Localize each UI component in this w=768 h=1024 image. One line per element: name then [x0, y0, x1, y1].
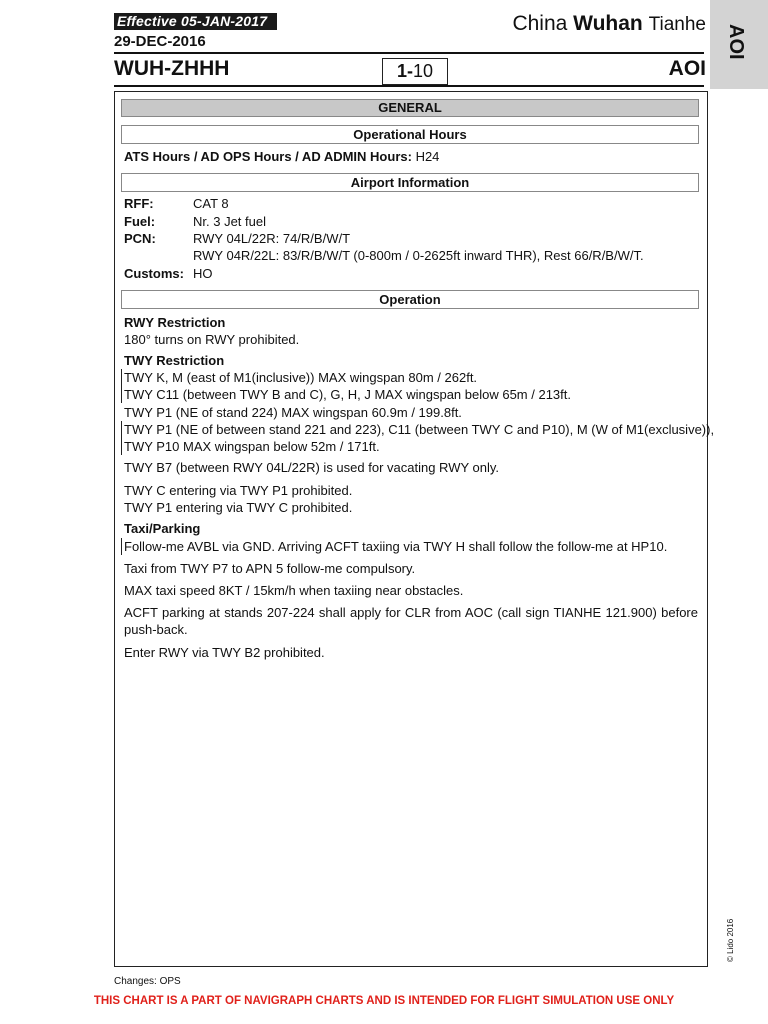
effective-date-badge: Effective 05-JAN-2017 — [114, 13, 277, 30]
twy-restriction-title: TWY Restriction — [124, 353, 225, 368]
header-rule-top — [114, 52, 704, 54]
section-code: AOI — [668, 57, 706, 80]
taxi-parking-line: Enter RWY via TWY B2 prohibited. — [124, 645, 325, 660]
page-number-box — [382, 58, 448, 85]
pcn-value-rwy-04r: RWY 04R/22L: 83/R/B/W/T (0-800m / 0-2625ft inward THR), Rest 66/R/B/W/T. — [193, 248, 644, 263]
operational-hours-label: ATS Hours / AD OPS Hours / AD ADMIN Hours: — [124, 149, 412, 164]
customs-value: HO — [193, 266, 213, 281]
taxi-parking-line: Taxi from TWY P7 to APN 5 follow-me compulsory. — [124, 561, 416, 576]
pcn-value-rwy-04l: RWY 04L/22R: 74/R/B/W/T — [193, 231, 351, 246]
country-name: China — [512, 12, 568, 35]
operational-hours-row — [124, 148, 439, 165]
operational-hours-header: Operational Hours — [121, 125, 699, 144]
twy-restriction-line: TWY B7 (between RWY 04L/22R) is used for vacating RWY only. — [124, 460, 500, 475]
twy-restriction-line: TWY P1 entering via TWY C prohibited. — [124, 500, 353, 515]
city-name: Wuhan — [573, 12, 643, 35]
rff-value: CAT 8 — [193, 196, 229, 211]
operational-hours-value: H24 — [415, 149, 440, 164]
page-number: 10 — [412, 61, 434, 81]
taxi-parking-line: MAX taxi speed 8KT / 15km/h when taxiing near obstacles. — [124, 583, 464, 598]
fuel-value: Nr. 3 Jet fuel — [193, 214, 266, 229]
operation-header: Operation — [121, 290, 699, 309]
airport-information-header: Airport Information — [121, 173, 699, 192]
twy-restriction-line: TWY P1 (NE of between stand 221 and 223), C11 (between TWY C and P10), M (W of M1(exclusive)), — [121, 421, 714, 438]
changes-note: Changes: OPS — [114, 976, 181, 987]
customs-label: Customs: — [124, 266, 184, 281]
airport-code: WUH-ZHHH — [114, 57, 230, 80]
simulation-disclaimer: THIS CHART IS A PART OF NAVIGRAPH CHARTS AND IS INTENDED FOR FLIGHT SIMULATION USE ONLY — [93, 995, 675, 1007]
airport-name: Tianhe — [648, 14, 706, 35]
airport-location — [512, 12, 706, 36]
twy-restriction-line: TWY C entering via TWY P1 prohibited. — [124, 483, 353, 498]
taxi-parking-line: ACFT parking at stands 207-224 shall apply for CLR from AOC (call sign TIANHE 121.900) before push-back. — [124, 605, 698, 637]
pcn-label: PCN: — [124, 231, 156, 246]
rff-label: RFF: — [124, 196, 154, 211]
rwy-restriction-title: RWY Restriction — [124, 315, 226, 330]
twy-restriction-line: TWY C11 (between TWY B and C), G, H, J MAX wingspan below 65m / 213ft. — [121, 386, 571, 403]
fuel-label: Fuel: — [124, 214, 156, 229]
twy-restriction-line: TWY P10 MAX wingspan below 52m / 171ft. — [121, 438, 380, 455]
twy-restriction-line: TWY K, M (east of M1(inclusive)) MAX wingspan 80m / 262ft. — [121, 369, 477, 386]
taxi-parking-line: Follow-me AVBL via GND. Arriving ACFT taxiing via TWY H shall follow the follow-me at HP10. — [121, 538, 667, 555]
copyright-notice: © Lido 2016 — [726, 918, 735, 962]
section-side-tab-label: AOI — [725, 24, 747, 60]
page-prefix: 1- — [396, 61, 413, 81]
issue-date: 29-DEC-2016 — [114, 33, 206, 50]
taxi-parking-title: Taxi/Parking — [124, 521, 201, 536]
header-rule-bottom — [114, 85, 704, 87]
rwy-restriction-line: 180° turns on RWY prohibited. — [124, 332, 300, 347]
twy-restriction-line: TWY P1 (NE of stand 224) MAX wingspan 60.9m / 199.8ft. — [124, 405, 462, 420]
general-section-header: GENERAL — [121, 99, 699, 117]
